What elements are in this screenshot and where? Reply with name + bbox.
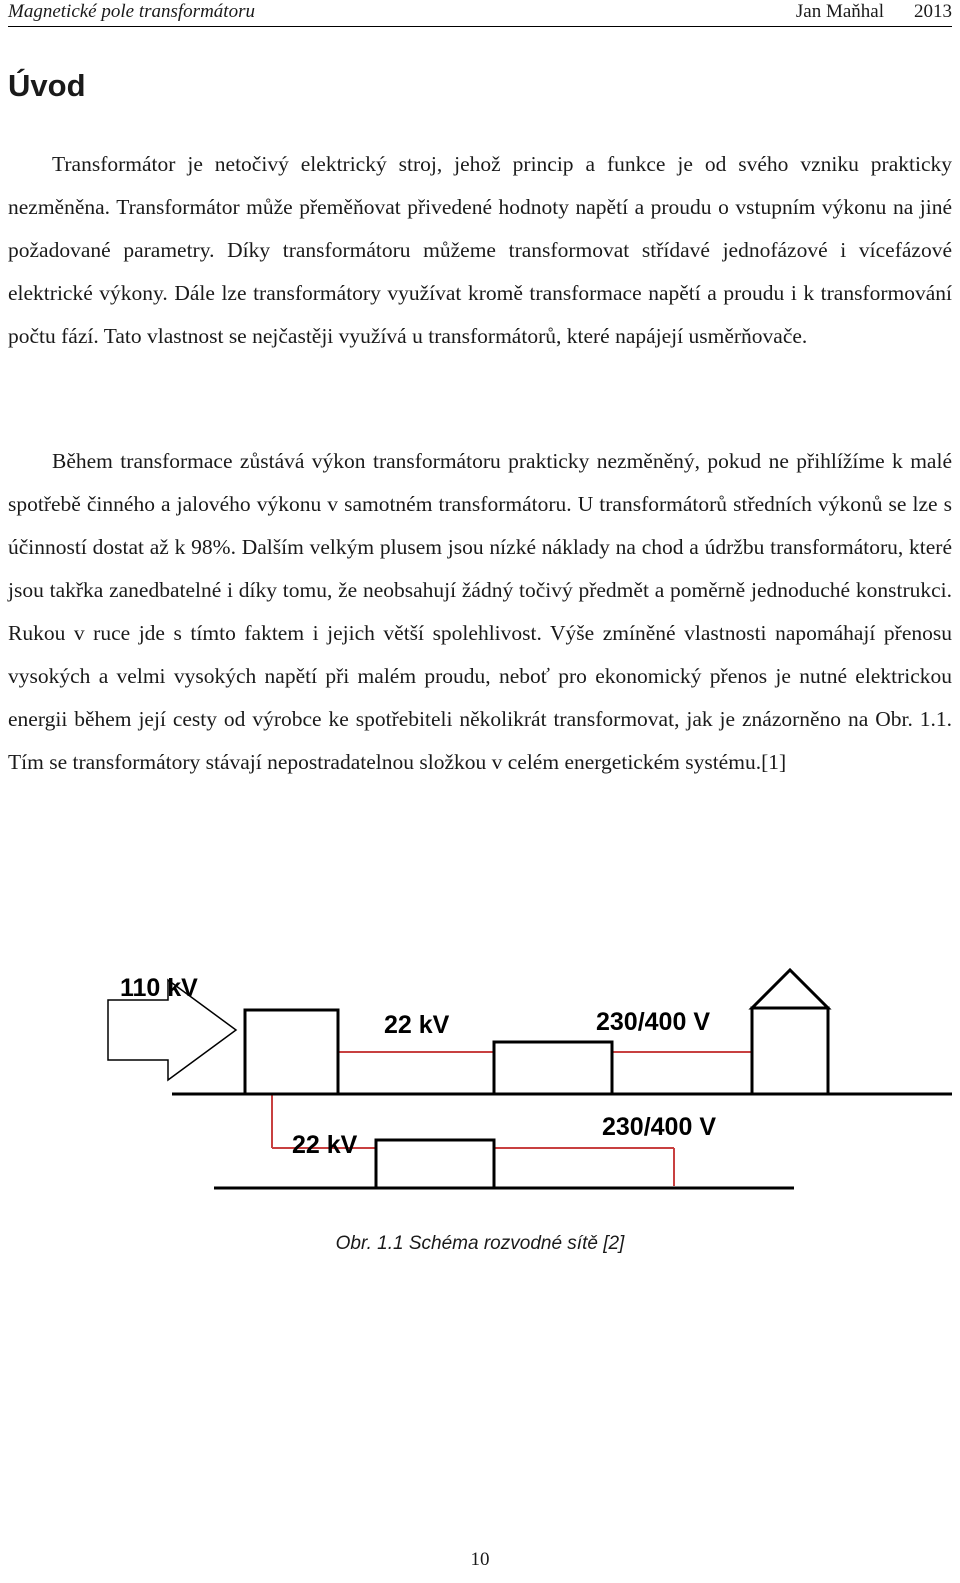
house-consumer <box>752 1008 828 1094</box>
section-title: Úvod <box>8 68 86 103</box>
label-upper-230-400v: 230/400 V <box>596 1008 710 1036</box>
header-right <box>796 0 952 24</box>
label-lower-22kv: 22 kV <box>292 1131 358 1159</box>
header-year: 2013 <box>914 1 952 22</box>
label-upper-22kv: 22 kV <box>384 1011 450 1039</box>
paragraph-1: Transformátor je netočivý elektrický stroj, jehož princip a funkce je od svého vzniku prakticky nezměněna. Transformátor může přeměňovat přivedené hodnoty napětí a proudu o vstupním výkonu na jiné požadované parametry. Díky transformátoru můžeme transformovat střídavé jednofázové i vícefázové elektrické výkony. Dále lze transformátory využívat kromě transformace napětí a proudu i k transformování počtu fází. Tato vlastnost se nejčastěji využívá u transformátorů, které napájejí usměrňovače. <box>8 152 952 348</box>
label-110kv: 110 kV <box>120 974 198 1002</box>
transformer-110-22 <box>245 1010 338 1094</box>
distribution-network-diagram <box>0 960 960 1200</box>
figure-caption: Obr. 1.1 Schéma rozvodné sítě [2] <box>335 1233 625 1254</box>
paragraph-2: Během transformace zůstává výkon transformátoru prakticky nezměněný, pokud ne přihlížíme k malé spotřebě činného a jalového výkonu v samotném transformátoru. U transformátorů středních výkonů se lze s účinností dostat až k 98%. Dalším velkým plusem jsou nízké náklady na chod a údržbu transformátoru, které jsou takřka zanedbatelné i díky tomu, že neobsahují žádný točivý předmět a poměrně jednoduché konstrukci. Rukou v ruce jde s tímto faktem i jejich větší spolehlivost. Výše zmíněné vlastnosti napomáhají přenosu vysokých a velmi vysokých napětí při malém proudu, neboť pro ekonomický přenos je nutné elektrickou energii během její cesty od výrobce ke spotřebiteli několikrát transformovat, jak je znázorněno na Obr. 1.1. Tím se transformátory stávají nepostradatelnou složkou v celém energetickém systému.[1] <box>8 449 952 774</box>
label-lower-230-400v: 230/400 V <box>602 1113 716 1141</box>
header-title: Magnetické pole transformátoru <box>8 1 255 22</box>
page-number: 10 <box>470 1549 490 1570</box>
transformer-22-04-upper <box>494 1042 612 1094</box>
house-roof <box>752 970 828 1008</box>
page-header <box>8 0 952 27</box>
transformer-22-04-lower <box>376 1140 494 1188</box>
header-author: Jan Maňhal <box>795 1 884 22</box>
